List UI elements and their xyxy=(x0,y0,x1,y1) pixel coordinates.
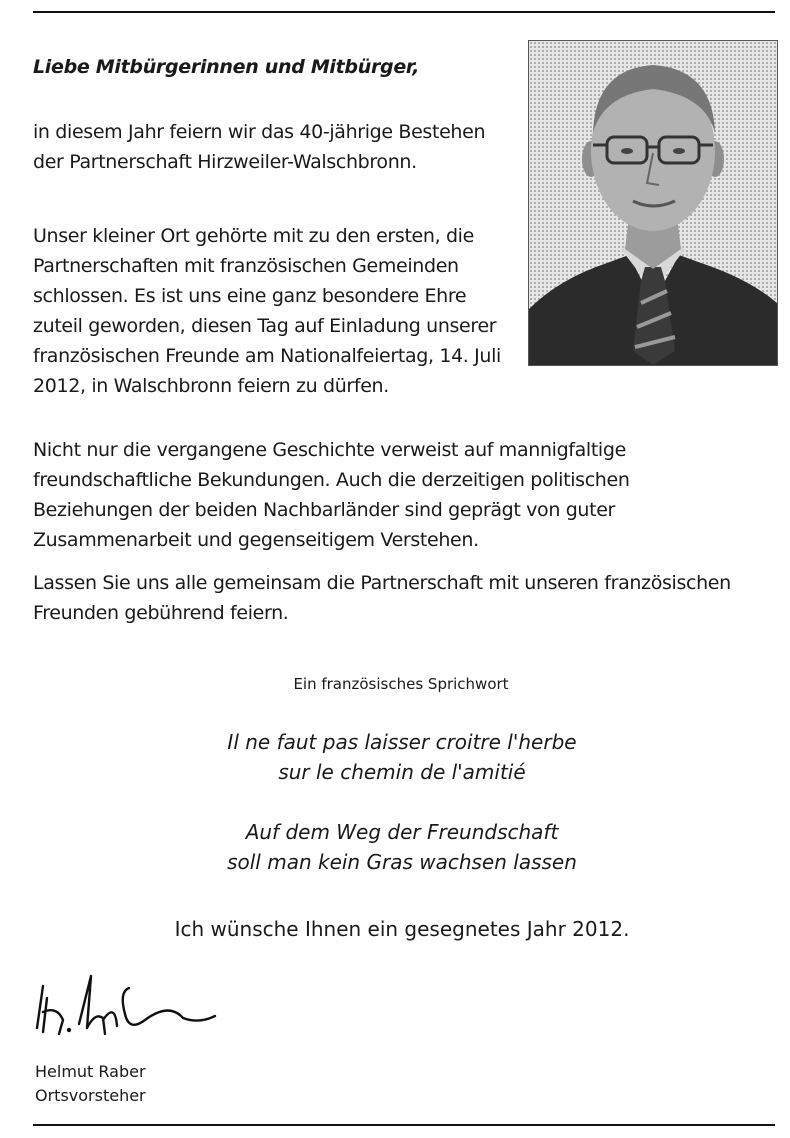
proverb-german-line-1: Auf dem Weg der Freundschaft xyxy=(245,820,559,844)
letter-paragraph-1: in diesem Jahr feiern wir das 40-jährige Bestehen der Partnerschaft Hirzweiler-Walschbronn. xyxy=(33,121,486,173)
closing-wish: Ich wünsche Ihnen ein gesegnetes Jahr 2012. xyxy=(174,917,630,941)
signer-block xyxy=(35,1060,146,1108)
letter-greeting: Liebe Mitbürgerinnen und Mitbürger, xyxy=(33,56,420,78)
proverb-french-line-2: sur le chemin de l'amitié xyxy=(278,760,526,784)
signer-name: Helmut Raber xyxy=(35,1062,146,1081)
proverb-label: Ein französisches Sprichwort xyxy=(293,675,509,693)
letter-paragraph-2: Unser kleiner Ort gehörte mit zu den ersten, die Partnerschaften mit französischen Gemeinden schlossen. Es ist uns eine ganz besondere Ehre zuteil geworden, diesen Tag auf Einladung unserer französischen Freunde am Nationalfeiertag, 14. Juli 2012, in Walschbronn feiern zu dürfen. xyxy=(33,225,501,397)
signer-title: Ortsvorsteher xyxy=(35,1086,146,1105)
author-portrait xyxy=(528,40,778,366)
handwritten-signature xyxy=(33,958,223,1048)
bottom-rule xyxy=(33,1124,775,1126)
proverb-german xyxy=(0,817,790,877)
letter-paragraph-3: Nicht nur die vergangene Geschichte verweist auf mannigfaltige freundschaftliche Bekundungen. Auch die derzeitigen politischen Beziehungen der beiden Nachbarländer sind geprägt von guter Zusammenarbeit und gegenseitigem Verstehen. xyxy=(33,439,630,551)
proverb-german-line-2: soll man kein Gras wachsen lassen xyxy=(227,850,577,874)
proverb-french xyxy=(0,727,790,787)
letter-paragraph-4: Lassen Sie uns alle gemeinsam die Partnerschaft mit unseren französischen Freunden gebührend feiern. xyxy=(33,572,731,624)
proverb-french-line-1: Il ne faut pas laisser croitre l'herbe xyxy=(227,730,577,754)
top-rule xyxy=(33,11,775,13)
